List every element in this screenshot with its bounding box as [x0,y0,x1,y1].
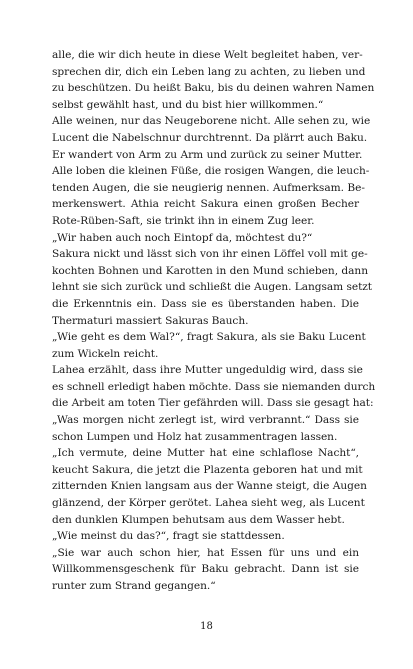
text-line: zu beschützen. Du heißt Baku, bis du deinen wahren Namen [52,82,375,95]
text-line: Alle loben die kleinen Füße, die rosigen Wangen, die leuch- [52,165,370,178]
text-line: glänzend, der Körper gerötet. Lahea sieht weg, als Lucent [52,497,365,510]
text-line: „Sie war auch schon hier, hat Essen für uns und ein [52,546,359,559]
text-line: sprechen dir, dich ein Leben lang zu achten, zu lieben und [52,65,366,78]
text-line: den dunklen Klumpen behutsam aus dem Wasser hebt. [52,513,345,526]
text-line: tenden Augen, die sie neugierig nennen. Aufmerksam. Be- [52,181,365,194]
text-line: Lucent die Nabelschnur durchtrennt. Da plärrt auch Baku. [52,131,368,144]
text-line: die Erkenntnis ein. Dass sie es überstanden haben. Die [52,297,359,310]
text-line: lehnt sie sich zurück und schließt die Augen. Langsam setzt [52,281,373,294]
text-line: „Ich vermute, deine Mutter hat eine schlaflose Nacht“, [52,447,359,460]
text-line: Sakura nickt und lässt sich von ihr einen Löffel voll mit ge- [52,248,368,261]
text-line: Thermaturi massiert Sakuras Bauch. [52,314,249,327]
text-line: runter zum Strand gegangen.“ [52,580,216,592]
text-line: Rote-Rüben-Saft, sie trinkt ihn in einem Zug leer. [52,214,315,227]
text-line: Willkommensgeschenk für Baku gebracht. Dann ist sie [52,563,359,576]
page-number: 18 [200,621,213,632]
text-line: keucht Sakura, die jetzt die Plazenta geboren hat und mit [52,463,363,476]
text-line: „Wir haben auch noch Eintopf da, möchtest du?“ [52,231,313,244]
text-line: es schnell erledigt haben möchte. Dass sie niemanden durch [52,380,376,393]
text-line: Alle weinen, nur das Neugeborene nicht. Alle sehen zu, wie [52,115,371,128]
text-line: zum Wickeln reicht. [52,347,159,360]
text-line: zitternden Knien langsam aus der Wanne steigt, die Augen [52,480,367,493]
text-line: alle, die wir dich heute in diese Welt begleitet haben, ver- [52,49,363,61]
body-text [52,47,376,595]
text-line: die Arbeit am toten Tier gefährden will. Dass sie gesagt hat: [52,397,374,410]
text-line: Lahea erzählt, dass ihre Mutter ungeduldig wird, dass sie [52,364,363,377]
text-line: selbst gewählt hast, und du bist hier willkommen.“ [52,98,324,111]
text-line: „Was morgen nicht zerlegt ist, wird verbrannt.“ Dass sie [52,414,359,427]
text-line: kochten Bohnen und Karotten in den Mund schieben, dann [52,264,368,277]
text-line: Er wandert von Arm zu Arm und zurück zu seiner Mutter. [52,148,363,161]
text-line: „Wie geht es dem Wal?“, fragt Sakura, als sie Baku Lucent [52,331,366,344]
text-line: merkenswert. Athia reicht Sakura einen großen Becher [52,198,359,211]
text-line: „Wie meinst du das?“, fragt sie stattdessen. [52,530,285,543]
text-line: schon Lumpen und Holz hat zusammentragen lassen. [52,430,338,443]
